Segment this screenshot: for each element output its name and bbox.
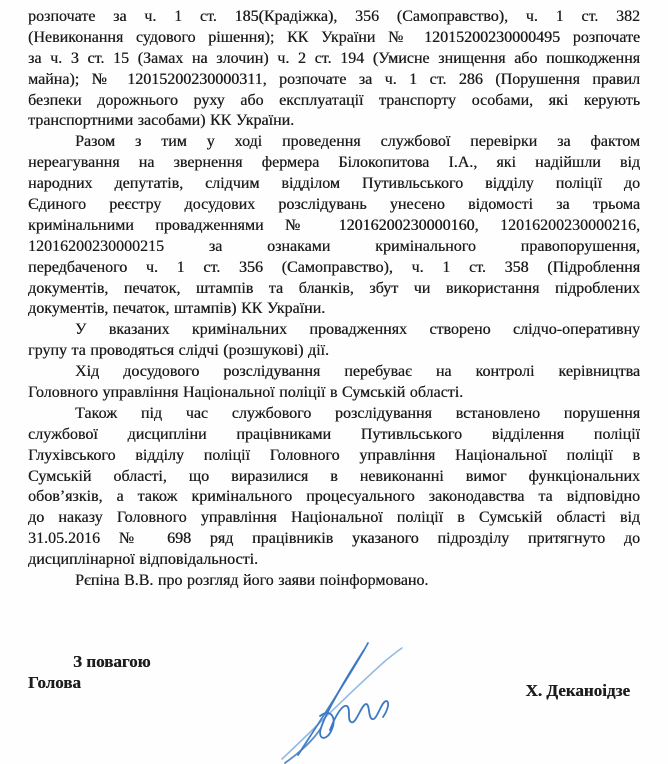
text-line: Рєпіна В.В. про розгляд його заяви поінформовано. bbox=[75, 572, 429, 590]
text-line: транспортними засобами) КК України. bbox=[28, 112, 295, 130]
text-line: 31.05.2016 № 698 ряд працівників указаного підрозділу притягнуто до bbox=[28, 530, 640, 548]
text-line: безпеки дорожнього руху або експлуатації транспорту особами, які керують bbox=[28, 91, 640, 109]
text-line: (Невиконання судового рішення); КК України № 12015200230000495 розпочате bbox=[28, 28, 640, 46]
text-line: групу та проводяться слідчі (розшукові) дії. bbox=[28, 342, 329, 360]
text-line: дисциплінарної відповідальності. bbox=[28, 551, 258, 569]
closing-block bbox=[28, 651, 640, 700]
paragraph bbox=[28, 132, 640, 320]
text-line: Головного управління Національної поліції в Сумській області. bbox=[28, 384, 464, 402]
text-line: Разом з тим у ході проведення службової перевірки за фактом bbox=[75, 133, 640, 151]
text-line: Глухівського відділу поліції Головного управління Національної поліції в bbox=[28, 446, 640, 464]
text-line: службової дисципліни працівниками Путивльського відділення поліції bbox=[28, 425, 640, 443]
text-line: Єдиного реєстру досудових розслідувань унесено відомості за трьома bbox=[28, 196, 640, 214]
text-line: за ч. 3 ст. 15 (Замах на злочин) ч. 2 ст. 194 (Умисне знищення або пошкодження bbox=[28, 49, 640, 67]
text-line: майна); № 12015200230000311, розпочате за ч. 1 ст. 286 (Порушення правил bbox=[28, 70, 640, 88]
text-line: документів, печаток, штампів) КК України. bbox=[28, 300, 326, 318]
text-line: розпочате за ч. 1 ст. 185(Крадіжка), 356 (Самоправство), ч. 1 ст. 382 bbox=[28, 8, 640, 25]
signer-position: Голова bbox=[28, 672, 81, 692]
text-line: документів, печаток, штампів та бланків, збут чи використання підроблених bbox=[28, 279, 640, 297]
closing-regards: З повагою bbox=[73, 651, 151, 671]
text-line: до наказу Головного управління Національної поліції в Сумській області від bbox=[28, 509, 640, 527]
text-line: Також під час службового розслідування встановлено порушення bbox=[75, 404, 640, 422]
paragraph bbox=[28, 404, 640, 571]
text-line: обов’язків, а також кримінального процесуального законодавства та відповідно bbox=[28, 488, 640, 506]
text-line: 12016200230000215 за ознаками кримінального правопорушення, bbox=[28, 237, 640, 255]
paragraph bbox=[28, 320, 640, 362]
paragraph bbox=[28, 571, 640, 592]
paragraph bbox=[28, 7, 640, 132]
paragraph bbox=[28, 362, 640, 404]
document-text-area bbox=[28, 7, 640, 700]
signature-row bbox=[28, 672, 640, 700]
text-line: Сумській області, що виразилися в невиконанні вимог функціональних bbox=[28, 467, 640, 485]
text-line: передбаченого ч. 1 ст. 356 (Самоправство), ч. 1 ст. 358 (Підроблення bbox=[28, 258, 640, 276]
text-line: народних депутатів, слідчим відділом Путивльського відділу поліції до bbox=[28, 175, 640, 193]
document-body bbox=[28, 7, 640, 592]
text-line: Хід досудового розслідування перебуває на контролі керівництва bbox=[75, 363, 640, 381]
text-line: кримінальними провадженнями № 12016200230000160, 12016200230000216, bbox=[28, 216, 640, 234]
text-line: нереагування на звернення фермера Білокопитова І.А., які надійшли від bbox=[28, 154, 640, 172]
text-line: У вказаних кримінальних провадженнях створено слідчо-оперативну bbox=[75, 321, 640, 339]
signer-name: Х. Деканоідзе bbox=[525, 680, 630, 700]
